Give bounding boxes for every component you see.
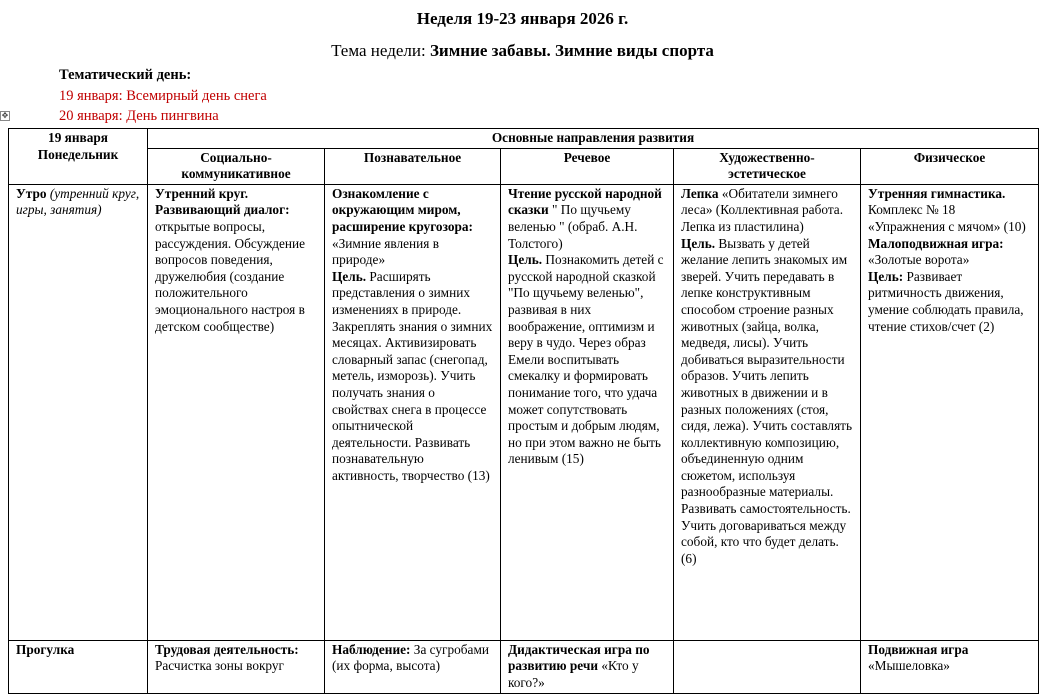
theme-name: Зимние забавы. Зимние виды спорта (429, 41, 714, 60)
labor-title: Трудовая деятельность: (155, 641, 299, 657)
thematic-event-snow-day: 19 января: Всемирный день снега (59, 88, 267, 104)
cognitive-goal-text: Расширять представления о зимних изменениях в природе. Закреплять знания о зимних месяцах. Активизировать словарный запас (снегопад, метель, изморозь). Учить получать знания о свойствах снега в процессе опытнической деятельности. Развивать познавательную активность, творчество (13) (332, 268, 493, 483)
weekly-plan-table (8, 128, 1039, 694)
cell-morning-physical (861, 184, 1039, 640)
columns-header-row (9, 148, 1039, 184)
row-label-bold: Утро (16, 185, 47, 201)
physical-goal-text: Развивает ритмичность движения, умение соблюдать правила, чтение стихов/счет (2) (868, 268, 1024, 334)
main-directions-header: Основные направления развития (148, 129, 1039, 149)
speech-goal-label: Цель. (508, 252, 543, 268)
cell-walk-speech (501, 640, 674, 693)
art-title: Лепка (681, 185, 719, 201)
art-goal-text: Вызвать у детей желание лепить знакомых им зверей. Учить передавать в лепке конструктивным способом строение разных животных (зайца, волка, медведя, лисы). Учить добиваться выразительности образов. Учить лепить животных в движении и в разных положениях (стоя, сидя, лежа). Учить составлять коллективную композицию, объединенную одним сюжетом, используя разнообразные материалы. Развивать самостоятельность. Учить договариваться между собой, кто что будет делать. (6) (681, 235, 853, 566)
cell-morning-speech (501, 184, 674, 640)
column-header-social: Социально-коммуникативное (148, 148, 325, 184)
art-text: «Обитатели зимнего леса» (Коллективная работа. Лепка из пластилина) (681, 185, 844, 234)
cognitive-title: Ознакомление с окружающим миром, расширение кругозора: (332, 185, 473, 234)
cell-walk-physical (861, 640, 1039, 693)
labor-text: Расчистка зоны вокруг (155, 658, 285, 674)
observation-title: Наблюдение: (332, 641, 411, 657)
didactic-game-title: Дидактическая игра по развитию речи (508, 641, 650, 674)
didactic-game-name: «Кто у кого?» (508, 658, 639, 690)
speech-goal-text: Познакомить детей с русской народной сказкой "По щучьему веленью", развивая в них воображение, оптимизм и веру в чудо. Через образ Емели воспитывать смекалку и формировать понимание того, что удача может сопутствовать простым и добрым людям, но при этом важно не быть ленивым (15) (508, 252, 664, 467)
table-row-morning (9, 184, 1039, 640)
speech-title: Чтение русской народной сказки (508, 185, 662, 218)
table-move-handle-icon[interactable]: ✥ (1, 111, 9, 120)
cell-morning-cognitive (325, 184, 501, 640)
theme-prefix: Тема недели: (331, 41, 430, 60)
row-label-morning (9, 184, 148, 640)
low-mobility-game-title: Малоподвижная игра: (868, 235, 1004, 251)
table-row-walk (9, 640, 1039, 693)
cognitive-goal-label: Цель. (332, 268, 367, 284)
column-header-speech: Речевое (501, 148, 674, 184)
table-header-row (9, 129, 1039, 149)
column-header-physical: Физическое (861, 148, 1039, 184)
cell-morning-art (674, 184, 861, 640)
art-goal-label: Цель. (681, 235, 716, 251)
outdoor-game-name: «Мышеловка» (868, 658, 950, 674)
speech-text: " По щучьему веленью " (обраб. А.Н. Толстого) (508, 202, 638, 251)
dialog-title: Развивающий диалог: (155, 202, 290, 218)
morning-circle-title: Утренний круг. (155, 185, 249, 201)
cell-morning-social (148, 184, 325, 640)
gymnastics-title: Утренняя гимнастика. (868, 185, 1006, 201)
cell-walk-cognitive (325, 640, 501, 693)
day-header-cell (9, 129, 148, 185)
cell-walk-art (674, 640, 861, 693)
gymnastics-text: Комплекс № 18 «Упражнения с мячом» (10) (868, 202, 1026, 234)
column-header-art: Художественно-эстетическое (674, 148, 861, 184)
observation-text: За сугробами (их форма, высота) (332, 641, 489, 674)
day-date: 19 января (48, 130, 108, 145)
row-label-bold: Прогулка (16, 641, 75, 657)
thematic-event-penguin-day: 20 января: День пингвина (59, 108, 219, 124)
column-header-cognitive: Познавательное (325, 148, 501, 184)
cognitive-topic: «Зимние явления в природе» (332, 235, 440, 268)
day-weekday: Понедельник (37, 146, 119, 162)
thematic-day-label: Тематический день: (59, 67, 192, 83)
row-label-walk (9, 640, 148, 693)
outdoor-game-title: Подвижная игра (868, 641, 969, 657)
theme-line (0, 41, 1045, 61)
cell-walk-social (148, 640, 325, 693)
physical-goal-label: Цель: (868, 268, 904, 284)
week-title: Неделя 19-23 января 2026 г. (416, 9, 629, 28)
row-label-italic: (утренний круг, игры, занятия) (16, 185, 140, 218)
dialog-text: открытые вопросы, рассуждения. Обсуждение вопросов поведения, дружелюбия (создание положительного эмоционального настроя в детском сообществе) (155, 218, 306, 334)
low-mobility-game-name: «Золотые ворота» (868, 252, 970, 268)
